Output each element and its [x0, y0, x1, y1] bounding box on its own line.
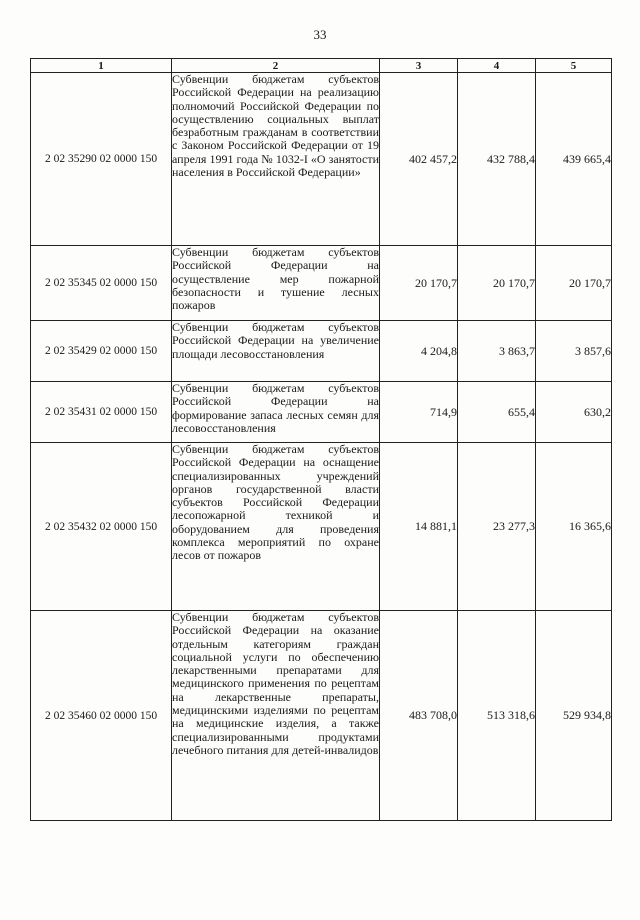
column-header-5: 5	[536, 59, 612, 73]
row-code: 2 02 35429 02 0000 150	[31, 321, 172, 382]
table-header-row	[31, 59, 612, 73]
row-value-col3: 14 881,1	[380, 443, 458, 611]
row-value-col5: 529 934,8	[536, 611, 612, 821]
row-value-col4: 20 170,7	[458, 246, 536, 321]
table-row	[31, 443, 612, 611]
row-description: Субвенции бюджетам субъектов Российской Федерации на формирование запаса лесных семян для лесовосстановления	[172, 382, 380, 443]
row-description: Субвенции бюджетам субъектов Российской Федерации на оснащение специализированных учреждений органов государственной власти субъектов Российской Федерации лесопожарной техникой и оборудованием для проведения комплекса мероприятий по охране лесов от пожаров	[172, 443, 380, 611]
row-code: 2 02 35432 02 0000 150	[31, 443, 172, 611]
table-row	[31, 611, 612, 821]
row-value-col5: 630,2	[536, 382, 612, 443]
row-code: 2 02 35345 02 0000 150	[31, 246, 172, 321]
row-value-col4: 23 277,3	[458, 443, 536, 611]
page-number: 33	[313, 27, 327, 42]
budget-table	[30, 58, 612, 821]
row-code: 2 02 35460 02 0000 150	[31, 611, 172, 821]
row-value-col4: 3 863,7	[458, 321, 536, 382]
row-value-col3: 20 170,7	[380, 246, 458, 321]
row-value-col4: 432 788,4	[458, 73, 536, 246]
table-row	[31, 73, 612, 246]
column-header-3: 3	[380, 59, 458, 73]
row-description: Субвенции бюджетам субъектов Российской Федерации на реализацию полномочий Российской Федерации по осуществлению социальных выплат безработным гражданам в соответствии с Законом Российской Федерации от 19 апреля 1991 года № 1032-I «О занятости населения в Российской Федерации»	[172, 73, 380, 246]
row-value-col5: 20 170,7	[536, 246, 612, 321]
row-value-col3: 483 708,0	[380, 611, 458, 821]
row-description: Субвенции бюджетам субъектов Российской Федерации на осуществление мер пожарной безопасности и тушение лесных пожаров	[172, 246, 380, 321]
row-description: Субвенции бюджетам субъектов Российской Федерации на увеличение площади лесовосстановления	[172, 321, 380, 382]
table-row	[31, 321, 612, 382]
row-description: Субвенции бюджетам субъектов Российской Федерации на оказание отдельным категориям граждан социальной услуги по обеспечению лекарственными препаратами для медицинского применения по рецептам на лекарственные препараты, медицинскими изделиями по рецептам на медицинские изделия, а также специализированными продуктами лечебного питания для детей-инвалидов	[172, 611, 380, 821]
column-header-4: 4	[458, 59, 536, 73]
row-value-col3: 4 204,8	[380, 321, 458, 382]
row-value-col4: 655,4	[458, 382, 536, 443]
row-value-col5: 16 365,6	[536, 443, 612, 611]
column-header-2: 2	[172, 59, 380, 73]
table-row	[31, 246, 612, 321]
row-value-col3: 402 457,2	[380, 73, 458, 246]
column-header-1: 1	[31, 59, 172, 73]
row-value-col5: 3 857,6	[536, 321, 612, 382]
row-code: 2 02 35290 02 0000 150	[31, 73, 172, 246]
row-code: 2 02 35431 02 0000 150	[31, 382, 172, 443]
row-value-col3: 714,9	[380, 382, 458, 443]
row-value-col5: 439 665,4	[536, 73, 612, 246]
row-value-col4: 513 318,6	[458, 611, 536, 821]
table-row	[31, 382, 612, 443]
